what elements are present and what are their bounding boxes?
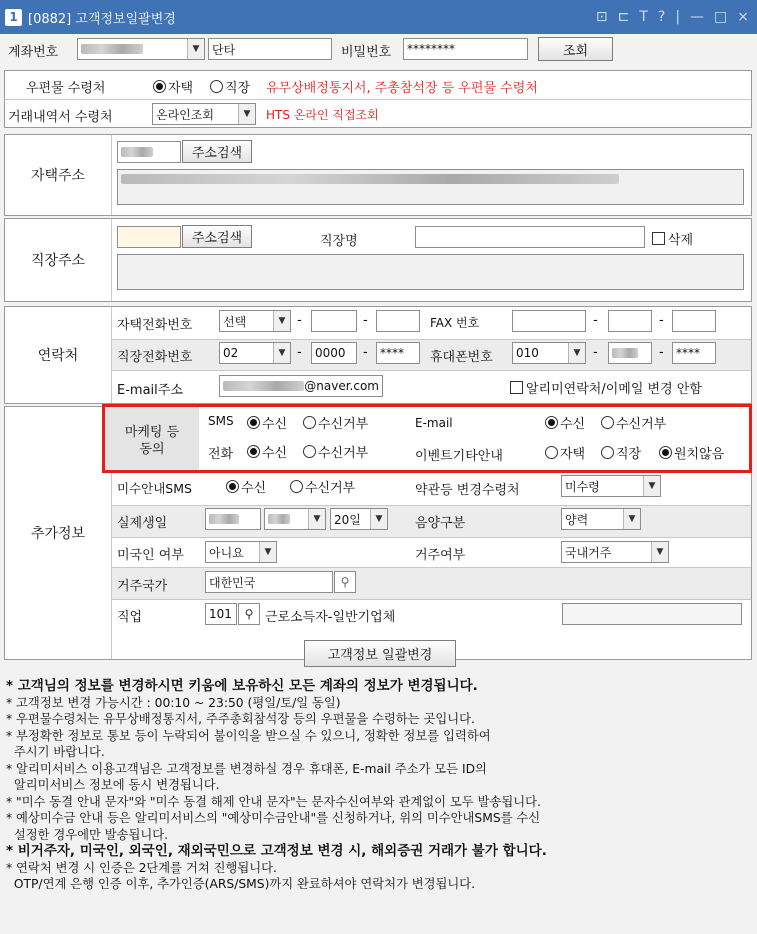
- notice-item: * 비거주자, 미국인, 외국인, 재외국민으로 고객정보 변경 시, 해외증권 거래가 불가 합니다.: [6, 843, 547, 859]
- search-icon[interactable]: ⚲: [238, 603, 260, 625]
- masked-text: [209, 514, 239, 524]
- divider: [111, 135, 112, 215]
- email-receive-radio[interactable]: 수신: [545, 413, 585, 432]
- chevron-down-icon: ▼: [187, 39, 204, 59]
- contact-label: 연락처: [37, 348, 79, 364]
- unpaid-sms-refuse-radio[interactable]: 수신거부: [290, 477, 355, 496]
- home-address-search-button[interactable]: 주소검색: [182, 140, 252, 163]
- notice-item: OTP/연계 은행 인증 이후, 추가인증(ARS/SMS)까지 완료하셔야 연락처가 변경됩니다.: [6, 877, 476, 891]
- birthday-label: 실제생일: [117, 516, 168, 531]
- lunar-solar-label: 음양구분: [415, 516, 466, 531]
- chevron-down-icon: ▼: [370, 509, 387, 529]
- home-phone-area-select[interactable]: 선택 ▼: [219, 310, 291, 332]
- statement-note: HTS 온라인 직접조회: [266, 108, 379, 122]
- country-field: 대한민국: [205, 571, 333, 593]
- help-icon[interactable]: ?: [657, 9, 666, 25]
- notice-item: * 고객님의 정보를 변경하시면 키움에 보유하신 모든 계좌의 정보가 변경됩니다.: [6, 678, 478, 694]
- work-address-label: 직장주소: [30, 253, 86, 269]
- query-button[interactable]: 조회: [538, 37, 613, 61]
- residence-label: 거주여부: [415, 548, 466, 563]
- notice-item: * 부정확한 정보로 통보 등이 누락되어 불이익을 받으실 수 있으니, 정확한 정보를 입력하여: [6, 728, 491, 743]
- dash: -: [593, 313, 598, 328]
- event-info-label: 이벤트기타안내: [415, 449, 503, 464]
- home-phone-label: 자택전화번호: [117, 318, 193, 333]
- email-consent-label: E-mail: [415, 416, 453, 430]
- delete-checkbox[interactable]: 삭제: [652, 229, 693, 248]
- phone-consent-label: 전화: [208, 447, 234, 462]
- masked-text: [268, 514, 290, 524]
- sms-label: SMS: [208, 414, 234, 428]
- radio-on-icon: [153, 80, 166, 93]
- notice-item: * 우편물수령처는 유무상배정통지서, 주주총회참석장 등의 우편물을 수령하는 곳입니다.: [6, 712, 475, 726]
- event-work-radio[interactable]: 직장: [601, 443, 641, 462]
- account-select[interactable]: [77, 38, 205, 60]
- email-field[interactable]: @naver.com: [219, 375, 383, 397]
- dash: -: [297, 313, 302, 328]
- us-citizen-select[interactable]: 아니요 ▼: [205, 541, 277, 563]
- residence-select[interactable]: 국내거주 ▼: [561, 541, 669, 563]
- radio-on-icon: [247, 445, 260, 458]
- job-name-text: 근로소득자-일반기업체: [265, 610, 396, 625]
- dash: -: [659, 345, 664, 360]
- mail-work-radio[interactable]: 직장: [210, 77, 250, 96]
- work-phone-mid-field[interactable]: 0000: [311, 342, 357, 364]
- home-phone-last-field[interactable]: [376, 310, 420, 332]
- fax-last-field[interactable]: [672, 310, 716, 332]
- title-bar: [0, 0, 757, 34]
- chevron-down-icon: ▼: [568, 343, 585, 363]
- event-home-radio[interactable]: 자택: [545, 443, 585, 462]
- job-label: 직업: [117, 610, 143, 625]
- mobile-prefix-select[interactable]: 010 ▼: [512, 342, 586, 364]
- event-none-radio[interactable]: 원치않음: [659, 443, 724, 462]
- statement-select[interactable]: 온라인조회 ▼: [152, 103, 256, 125]
- masked-text: [121, 174, 619, 184]
- checkbox-icon: [510, 381, 523, 394]
- account-number-masked: [81, 44, 143, 54]
- phone-receive-radio[interactable]: 수신: [247, 442, 287, 461]
- work-zipcode-field[interactable]: [117, 226, 181, 248]
- company-name-label: 직장명: [320, 234, 358, 249]
- notice-item: * 고객정보 변경 가능시간 : 00:10 ~ 23:50 (평일/토/일 동일): [6, 695, 341, 710]
- email-refuse-radio[interactable]: 수신거부: [601, 413, 666, 432]
- country-label: 거주국가: [117, 579, 168, 594]
- font-size-icon[interactable]: T: [639, 9, 648, 25]
- fax-mid-field[interactable]: [608, 310, 652, 332]
- radio-off-icon: [290, 480, 303, 493]
- notice-item: * 연락처 변경 시 인증은 2단계를 거쳐 진행됩니다.: [6, 860, 277, 875]
- radio-off-icon: [303, 416, 316, 429]
- mobile-mid-field[interactable]: [608, 342, 652, 364]
- mobile-last-field[interactable]: ****: [672, 342, 716, 364]
- notice-item: 알리미서비스 정보에 동시 변경됩니다.: [6, 778, 220, 792]
- unpaid-sms-label: 미수안내SMS: [117, 481, 192, 496]
- dash: -: [297, 345, 302, 360]
- birthday-month-select[interactable]: [264, 508, 326, 530]
- extra-info-label: 추가정보: [30, 526, 86, 542]
- radio-off-icon: [545, 446, 558, 459]
- sms-refuse-radio[interactable]: 수신거부: [303, 413, 368, 432]
- window-number-badge: 1: [5, 9, 22, 26]
- radio-on-icon: [545, 416, 558, 429]
- dash: -: [363, 345, 368, 360]
- account-label: 계좌번호: [8, 45, 59, 60]
- window-title: [0882] 고객정보일괄변경: [28, 11, 176, 27]
- marketing-consent-label: 마케팅 등 동의: [124, 425, 180, 457]
- mail-receiver-label: 우편물 수령처: [26, 81, 106, 96]
- divider: [111, 219, 112, 301]
- bulk-update-button[interactable]: 고객정보 일괄변경: [304, 640, 456, 667]
- radio-on-icon: [659, 446, 672, 459]
- divider: [5, 99, 751, 100]
- sms-receive-radio[interactable]: 수신: [247, 413, 287, 432]
- radio-off-icon: [601, 446, 614, 459]
- dash: -: [363, 313, 368, 328]
- statement-receiver-label: 거래내역서 수령처: [8, 110, 113, 125]
- work-phone-area-select[interactable]: 02 ▼: [219, 342, 291, 364]
- link-icon[interactable]: ⊏: [617, 9, 630, 25]
- masked-text: [121, 147, 153, 157]
- masked-text: [612, 348, 638, 358]
- chevron-down-icon: ▼: [273, 311, 290, 331]
- notice-list: [6, 678, 751, 893]
- notice-item: * 알리미서비스 이용고객님은 고객정보를 변경하실 경우 휴대폰, E-mail 주소가 모든 ID의: [6, 761, 487, 776]
- terms-receiver-label: 약관등 변경수령처: [415, 483, 520, 498]
- search-icon[interactable]: ⚲: [334, 571, 356, 593]
- email-label: E-mail주소: [117, 383, 183, 398]
- radio-off-icon: [303, 445, 316, 458]
- birthday-year-field[interactable]: [205, 508, 261, 530]
- chevron-down-icon: ▼: [308, 509, 325, 529]
- mail-home-radio[interactable]: 자택: [153, 77, 193, 96]
- dash: -: [593, 345, 598, 360]
- company-name-field[interactable]: [415, 226, 645, 248]
- radio-on-icon: [247, 416, 260, 429]
- birthday-day-select[interactable]: 20일 ▼: [330, 508, 388, 530]
- chevron-down-icon: ▼: [623, 509, 640, 529]
- job-detail-field[interactable]: [562, 603, 742, 625]
- password-field[interactable]: ********: [403, 38, 528, 60]
- home-address-label: 자택주소: [30, 168, 86, 184]
- checkbox-icon: [652, 232, 665, 245]
- fax-area-field[interactable]: [512, 310, 586, 332]
- separator: |: [675, 9, 681, 25]
- maximize-icon[interactable]: □: [714, 9, 728, 25]
- home-address-field[interactable]: [117, 169, 744, 205]
- password-label: 비밀번호: [341, 45, 392, 60]
- work-phone-last-field[interactable]: ****: [376, 342, 420, 364]
- unpaid-sms-receive-radio[interactable]: 수신: [226, 477, 266, 496]
- notice-item: * "미수 동결 안내 문자"와 "미수 동결 해제 안내 문자"는 문자수신여부와 관계없이 모두 발송됩니다.: [6, 794, 541, 809]
- work-phone-label: 직장전화번호: [117, 350, 193, 365]
- restore-icon[interactable]: ⊡: [595, 9, 608, 25]
- notice-item: 설정한 경우에만 발송됩니다.: [6, 827, 169, 842]
- chevron-down-icon: ▼: [643, 476, 660, 496]
- radio-off-icon: [601, 416, 614, 429]
- minimize-icon[interactable]: —: [690, 9, 705, 25]
- job-code-field[interactable]: 101: [205, 603, 237, 625]
- lunar-solar-select[interactable]: 양력 ▼: [561, 508, 641, 530]
- us-citizen-label: 미국인 여부: [117, 548, 184, 563]
- mobile-label: 휴대폰번호: [430, 350, 493, 365]
- alimi-no-change-checkbox[interactable]: 알리미연락처/이메일 변경 안함: [510, 378, 702, 397]
- radio-off-icon: [210, 80, 223, 93]
- fax-label: FAX 번호: [430, 316, 480, 330]
- notice-item: 주시기 바랍니다.: [6, 745, 105, 759]
- chevron-down-icon: ▼: [259, 542, 276, 562]
- close-icon[interactable]: ×: [737, 9, 749, 25]
- phone-refuse-radio[interactable]: 수신거부: [303, 442, 368, 461]
- masked-text: [223, 381, 304, 391]
- mail-receiver-note: 유무상배정통지서, 주총참석장 등 우편물 수령처: [266, 81, 538, 96]
- chevron-down-icon: ▼: [238, 104, 255, 124]
- chevron-down-icon: ▼: [651, 542, 668, 562]
- chevron-down-icon: ▼: [273, 343, 290, 363]
- dash: -: [659, 313, 664, 328]
- home-zipcode-field: [117, 141, 181, 163]
- terms-receiver-select[interactable]: 미수령 ▼: [561, 475, 661, 497]
- work-address-search-button[interactable]: 주소검색: [182, 225, 252, 248]
- home-phone-mid-field[interactable]: [311, 310, 357, 332]
- work-address-field[interactable]: [117, 254, 744, 290]
- account-name-field: 단타: [208, 38, 332, 60]
- window-tools: [596, 0, 749, 34]
- notice-item: * 예상미수금 안내 등은 알리미서비스의 "예상미수금안내"를 신청하거나, 위의 미수안내SMS를 수신: [6, 811, 541, 825]
- radio-on-icon: [226, 480, 239, 493]
